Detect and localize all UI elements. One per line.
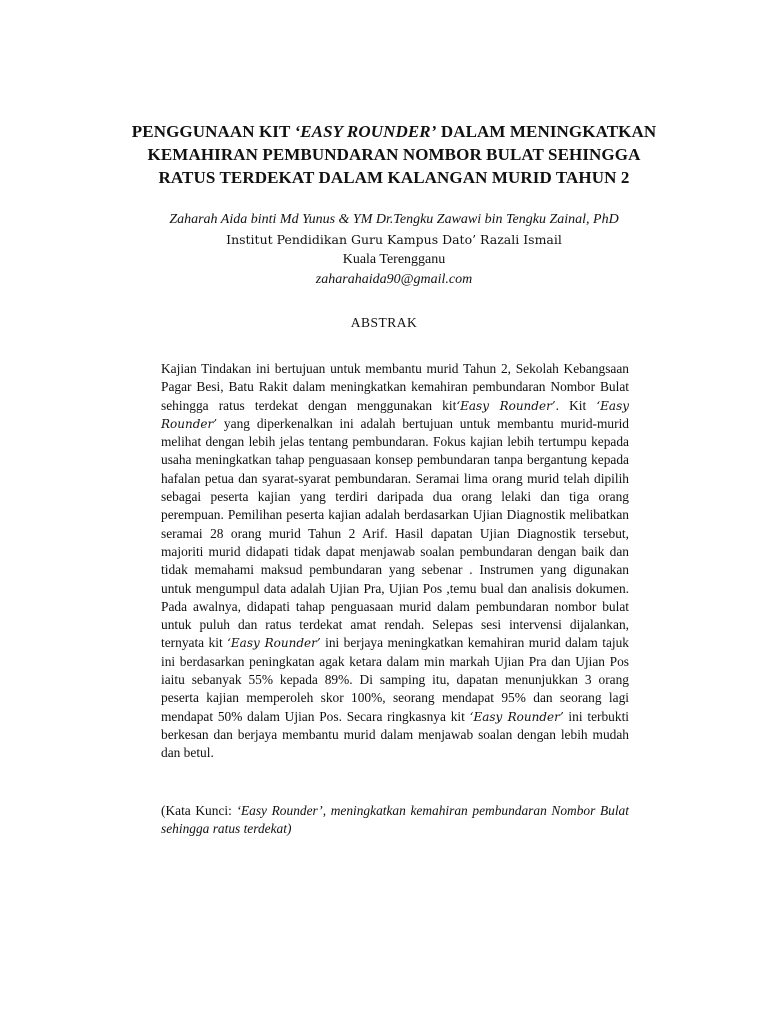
author-block [100,210,688,290]
author-institution: Institut Pendidikan Guru Kampus Dato’ Razali Ismail [226,232,562,247]
keywords-label: (Kata Kunci: [161,803,237,818]
author-email: zaharahaida90@gmail.com [315,272,473,287]
abstract-kit-name-4: ‘Easy Rounder’ [469,709,564,724]
abstract-text-3: yang diperkenalkan ini adalah bertujuan untuk membantu murid-murid melihat dengan lebih jelas tentang pembundaran. Fokus kajian lebih tertumpu kepada usaha meningkatkan tahap penguasaan konsep pembundaran tanpa bergantung kepada hafalan petua dan syarat-syarat pembundaran. Seramai lima orang murid telah dipilih sebagai peserta kajian yang terdiri daripada dua orang lelaki dan tiga orang perempuan. Pemilihan peserta kajian adalah berdasarkan Ujian Diagnostik melibatkan seramai 28 orang murid Tahun 2 Arif. Hasil dapatan Ujian Diagnostik tersebut, majoriti murid didapati tidak dapat menjawab soalan pembundaran dengan baik dan tidak memahami maksud pembundaran yang sebenar . Instrumen yang digunakan untuk mengumpul data adalah Ujian Pra, Ujian Pos ,temu bual dan analisis dokumen. Pada awalnya, didapati tahap penguasaan murid dalam pembundaran nombor bulat untuk puluh dan ratus terdekat amat rendah. Selepas sesi intervensi dijalankan, ternyata kit [161,415,629,651]
keywords-rest: , meningkatkan kemahiran pembundaran Nombor Bulat sehingga ratus terdekat) [161,803,629,837]
abstract-kit-name-2: ‘Easy Rounder’ [161,398,630,431]
author-city: Kuala Terengganu [342,252,446,267]
title-line-3: RATUS TERDEKAT DALAM KALANGAN MURID TAHUN 2 [158,168,630,187]
title-kit-name: ‘EASY ROUNDER’ [294,122,437,141]
title-line-1-suffix: DALAM MENINGKATKAN [436,122,657,141]
title-line-2: KEMAHIRAN PEMBUNDARAN NOMBOR BULAT SEHINGGA [147,145,641,164]
abstract-text-5: ini terbukti berkesan dan berjaya membantu murid dalam menjawab soalan dengan lebih mudah dan betul. [161,708,630,761]
abstract-body [161,360,629,763]
abstract-kit-name-1: ‘Easy Rounder’ [456,398,556,413]
title-line-1 [100,120,688,143]
abstract-kit-name-3: ‘Easy Rounder’ [227,636,321,651]
abstract-heading: ABSTRAK [350,315,418,330]
abstract-text-2: . Kit [555,397,597,413]
abstract-text-1: Kajian Tindakan ini bertujuan untuk membantu murid Tahun 2, Sekolah Kebangsaan Pagar Besi, Batu Rakit dalam meningkatkan kemahiran pembundaran Nombor Bulat sehingga ratus terdekat dengan menggunakan kit [161,361,629,413]
paper-title [100,120,688,189]
title-line-1-prefix: PENGGUNAAN KIT [131,122,295,141]
author-names: Zaharah Aida binti Md Yunus & YM Dr.Tengku Zawawi bin Tengku Zainal, PhD [169,212,619,227]
keywords [161,802,629,839]
keywords-kit-name: ‘Easy Rounder’ [236,803,323,818]
abstract-text-4: ini berjaya meningkatkan kemahiran murid dalam tajuk ini berdasarkan peningkatan agak ketara dalam min markah Ujian Pra dan Ujian Pos iaitu sebanyak 55% kepada 89%. Di samping itu, dapatan menunjukkan 3 orang peserta kajian memperoleh skor 100%, seorang mendapat 95% dan seorang lagi mendapat 50% dalam Ujian Pos. Secara ringkasnya kit [161,635,630,724]
